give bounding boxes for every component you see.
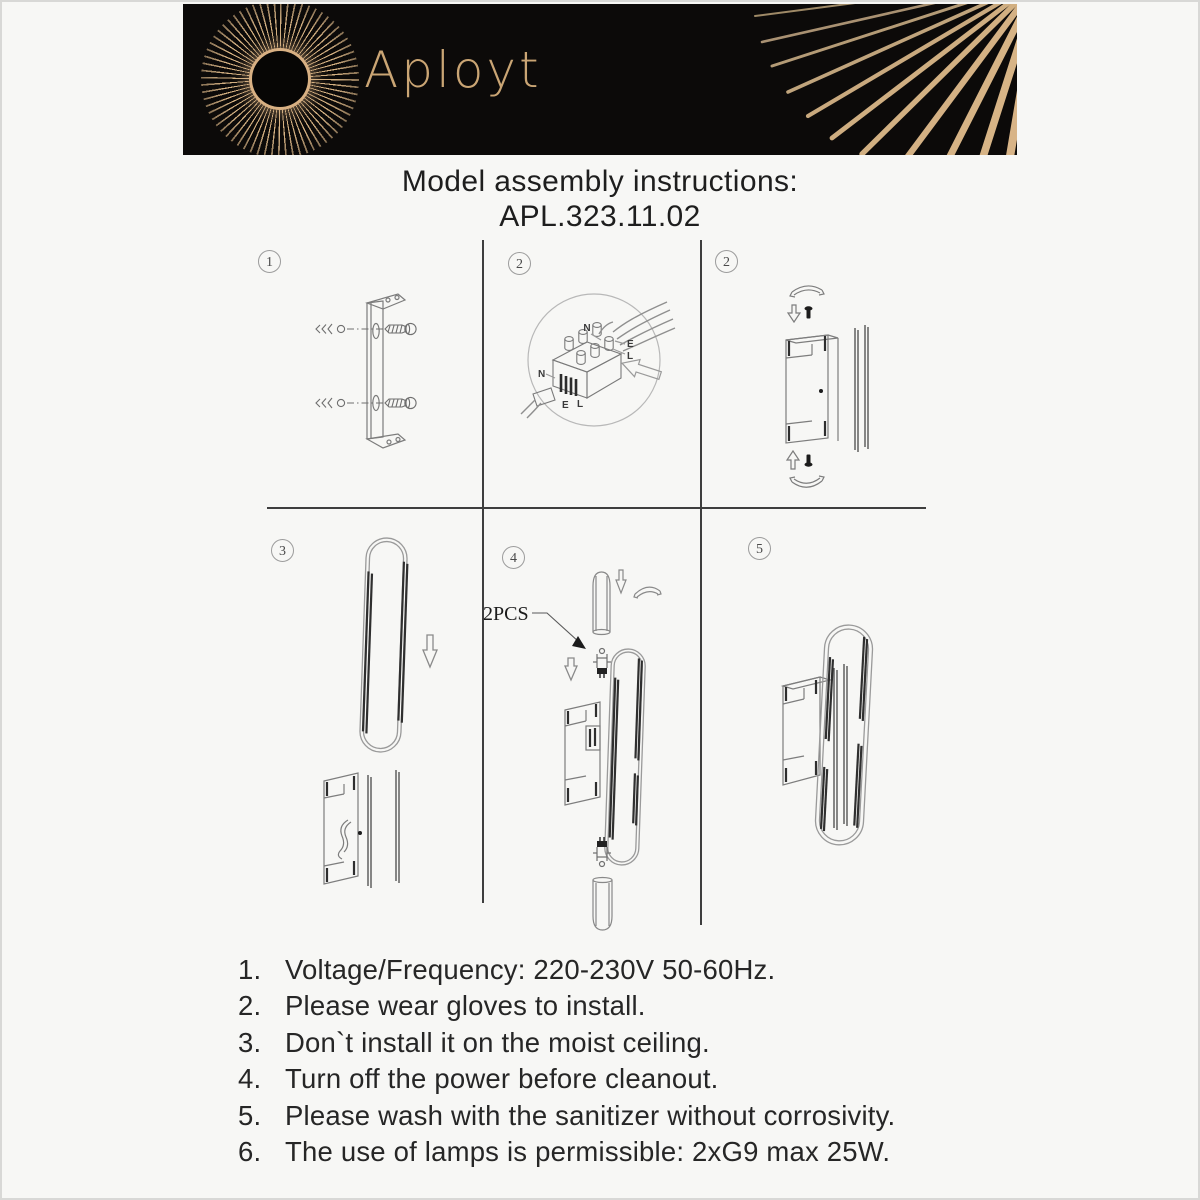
step-badge-5: 5 xyxy=(748,537,771,560)
wire-label-n-left: N xyxy=(538,369,546,380)
instruction-number: 6. xyxy=(238,1136,262,1168)
instruction-text: Don`t install it on the moist ceiling. xyxy=(285,1026,710,1058)
step2-wiring-diagram xyxy=(515,282,680,442)
instruction-item-4 xyxy=(238,1061,1028,1097)
instruction-item-3 xyxy=(238,1025,1028,1061)
instruction-number: 4. xyxy=(238,1063,262,1095)
step1-wall-bracket-diagram xyxy=(300,288,460,460)
instruction-item-5 xyxy=(238,1098,1028,1134)
pcs-label: 2PCS xyxy=(483,603,529,625)
grid-divider-horizontal xyxy=(267,507,926,509)
corner-rays-icon xyxy=(657,4,1017,155)
model-code: APL.323.11.02 xyxy=(499,200,701,233)
step2b-mount-box-diagram xyxy=(772,278,902,503)
wire-label-e-bottom: E xyxy=(562,400,569,411)
instruction-text: Turn off the power before cleanout. xyxy=(285,1063,719,1095)
wire-label-n-top: N xyxy=(583,323,591,334)
wire-label-l-bottom: L xyxy=(577,399,584,410)
brand-wordmark: Aployt xyxy=(364,41,542,99)
instruction-number: 3. xyxy=(238,1026,262,1058)
wire-label-e-right: E xyxy=(627,339,634,350)
instruction-text: Please wash with the sanitizer without corrosivity. xyxy=(285,1099,896,1131)
page-title: Model assembly instructions: xyxy=(401,165,799,198)
instructions-list xyxy=(238,952,1028,1170)
step-badge-2b: 2 xyxy=(715,250,738,273)
step4-lamp-install-diagram xyxy=(478,528,708,948)
instruction-item-2 xyxy=(238,988,1028,1024)
step5-assembled-lamp-diagram xyxy=(772,528,912,900)
instruction-text: The use of lamps is permissible: 2xG9 max 25W. xyxy=(285,1136,891,1168)
instruction-number: 5. xyxy=(238,1099,262,1131)
sunburst-core xyxy=(252,51,308,107)
wire-label-l-right: L xyxy=(627,351,634,362)
step-badge-1: 1 xyxy=(258,250,281,273)
instruction-number: 1. xyxy=(238,954,262,985)
instruction-item-6 xyxy=(238,1134,1028,1170)
instruction-number: 2. xyxy=(238,990,262,1022)
title-block xyxy=(0,164,1200,234)
instruction-text: Voltage/Frequency: 220-230V 50-60Hz. xyxy=(285,954,776,985)
brand-banner xyxy=(183,4,1017,155)
step3-frame-install-diagram xyxy=(298,528,473,898)
step-badge-3: 3 xyxy=(271,539,294,562)
step-badge-2a: 2 xyxy=(508,252,531,275)
instruction-item-1 xyxy=(238,952,1028,988)
sunburst-logo-icon xyxy=(201,4,359,155)
instruction-text: Please wear gloves to install. xyxy=(285,990,646,1022)
step-badge-4: 4 xyxy=(502,546,525,569)
